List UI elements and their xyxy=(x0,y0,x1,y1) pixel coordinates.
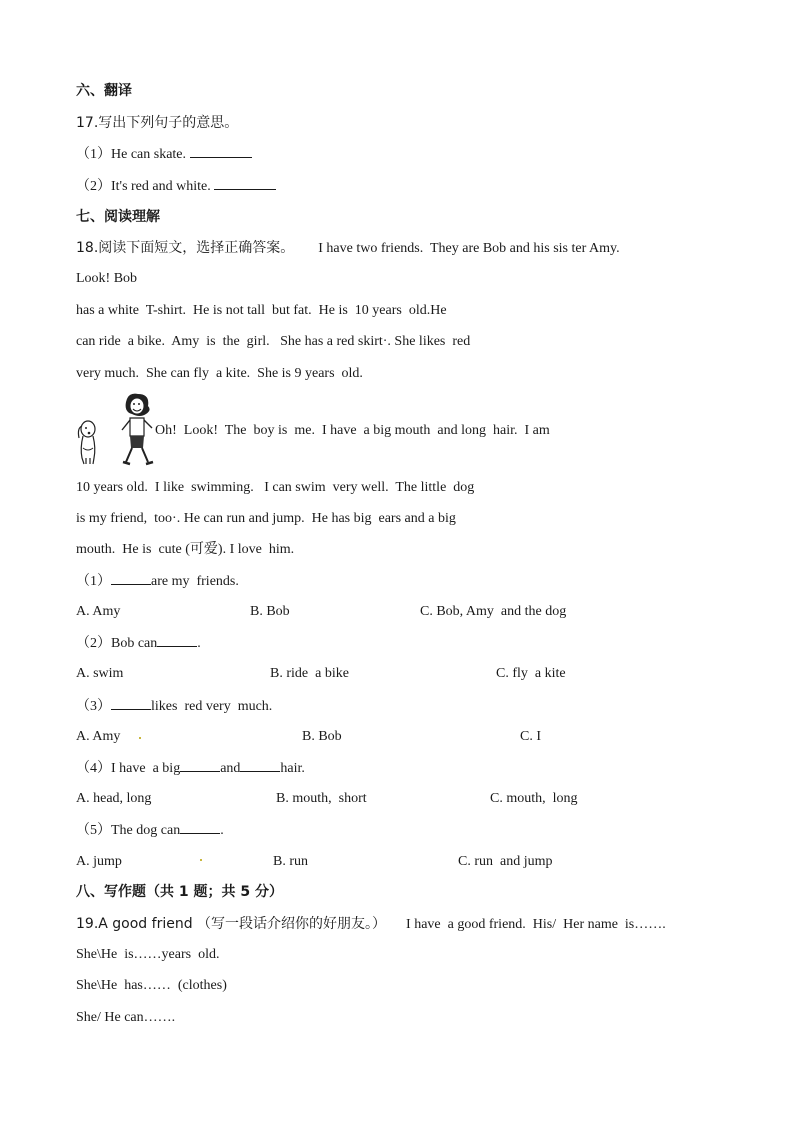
q-suffix: . xyxy=(220,823,224,838)
writing-prompt-line: She/ He can……. xyxy=(76,1010,176,1025)
q-suffix: are my friends. xyxy=(151,574,239,589)
option-b[interactable]: B. Bob xyxy=(250,604,290,619)
answer-blank[interactable] xyxy=(240,759,280,772)
answer-blank[interactable] xyxy=(180,759,220,772)
answer-blank[interactable] xyxy=(180,821,220,834)
question-18-4 xyxy=(76,759,305,778)
option-a[interactable]: A. jump xyxy=(76,854,122,869)
q-prefix: （4）I have a big xyxy=(76,761,181,776)
option-c[interactable]: C. mouth, long xyxy=(490,791,578,806)
q-prefix: （3） xyxy=(76,699,111,714)
question-18-3 xyxy=(76,697,272,716)
option-b[interactable]: B. ride a bike xyxy=(270,666,349,681)
passage-line: can ride a bike. Amy is the girl. She has a red skirt·. She likes red xyxy=(76,334,471,349)
q-suffix: hair. xyxy=(280,761,305,776)
question-18-2 xyxy=(76,634,201,653)
section-7-heading: 七、阅读理解 xyxy=(76,209,160,225)
option-b[interactable]: B. mouth, short xyxy=(276,791,367,806)
passage-line: very much. She can fly a kite. She is 9 years old. xyxy=(76,366,363,381)
q-prefix: （1） xyxy=(76,574,111,589)
passage-line: mouth. He is cute (可爱). I love him. xyxy=(76,542,295,557)
answer-blank[interactable] xyxy=(111,697,151,710)
answer-blank[interactable] xyxy=(190,145,252,158)
q-suffix: likes red very much. xyxy=(151,699,273,714)
option-b[interactable]: B. run xyxy=(273,854,308,869)
answer-blank[interactable] xyxy=(111,572,151,585)
option-a[interactable]: A. head, long xyxy=(76,791,152,806)
passage-line: is my friend, too·. He can run and jump. He has big ears and a big xyxy=(76,511,456,526)
option-c[interactable]: C. run and jump xyxy=(458,854,553,869)
section-8-heading: 八、写作题（共 1 题；共 5 分） xyxy=(76,884,283,900)
question-18-5 xyxy=(76,821,224,840)
q-middle: and xyxy=(220,761,241,776)
answer-blank[interactable] xyxy=(157,634,197,647)
option-c[interactable]: C. Bob, Amy and the dog xyxy=(420,604,567,619)
stray-dot xyxy=(139,737,141,739)
option-c[interactable]: C. fly a kite xyxy=(496,666,566,681)
option-b[interactable]: B. Bob xyxy=(302,729,342,744)
boy-illustration xyxy=(118,392,156,468)
option-a[interactable]: A. Amy xyxy=(76,604,121,619)
question-17-1 xyxy=(76,145,252,164)
question-17-2 xyxy=(76,177,276,196)
option-a[interactable]: A. Amy xyxy=(76,729,121,744)
q17-2-text: （2）It's red and white. xyxy=(76,179,215,194)
q-suffix: . xyxy=(197,636,201,651)
writing-prompt-line: She\He is……years old. xyxy=(76,947,220,962)
passage-line: Oh! Look! The boy is me. I have a big mouth and long hair. I am xyxy=(155,423,550,438)
option-c[interactable]: C. I xyxy=(520,729,541,744)
stray-dot xyxy=(200,859,202,861)
answer-blank[interactable] xyxy=(214,177,276,190)
section-6-heading: 六、翻译 xyxy=(76,83,132,99)
passage-line: 10 years old. I like swimming. I can swim very well. The little dog xyxy=(76,480,475,495)
q17-1-text: （1）He can skate. xyxy=(76,147,190,162)
option-a[interactable]: A. swim xyxy=(76,666,124,681)
question-18-intro-line xyxy=(76,239,620,258)
q-prefix: （5）The dog can xyxy=(76,823,181,838)
passage-line: has a white T-shirt. He is not tall but fat. He is 10 years old.He xyxy=(76,303,447,318)
question-18-title: 18.阅读下面短文，选择正确答案。 xyxy=(76,240,295,256)
q-prefix: （2）Bob can xyxy=(76,636,158,651)
writing-prompt-line: She\He has…… (clothes) xyxy=(76,978,227,993)
question-19-prompt: I have a good friend. His/ Her name is……. xyxy=(406,917,666,932)
passage-line: Look! Bob xyxy=(76,271,138,286)
passage-line: I have two friends. They are Bob and his sis ter Amy. xyxy=(318,241,620,256)
question-19-line xyxy=(76,915,666,934)
dog-illustration xyxy=(74,418,102,466)
question-19-title: 19.A good friend （写一段话介绍你的好朋友。） xyxy=(76,916,387,932)
question-17-title: 17.写出下列句子的意思。 xyxy=(76,115,239,131)
question-18-1 xyxy=(76,572,239,591)
